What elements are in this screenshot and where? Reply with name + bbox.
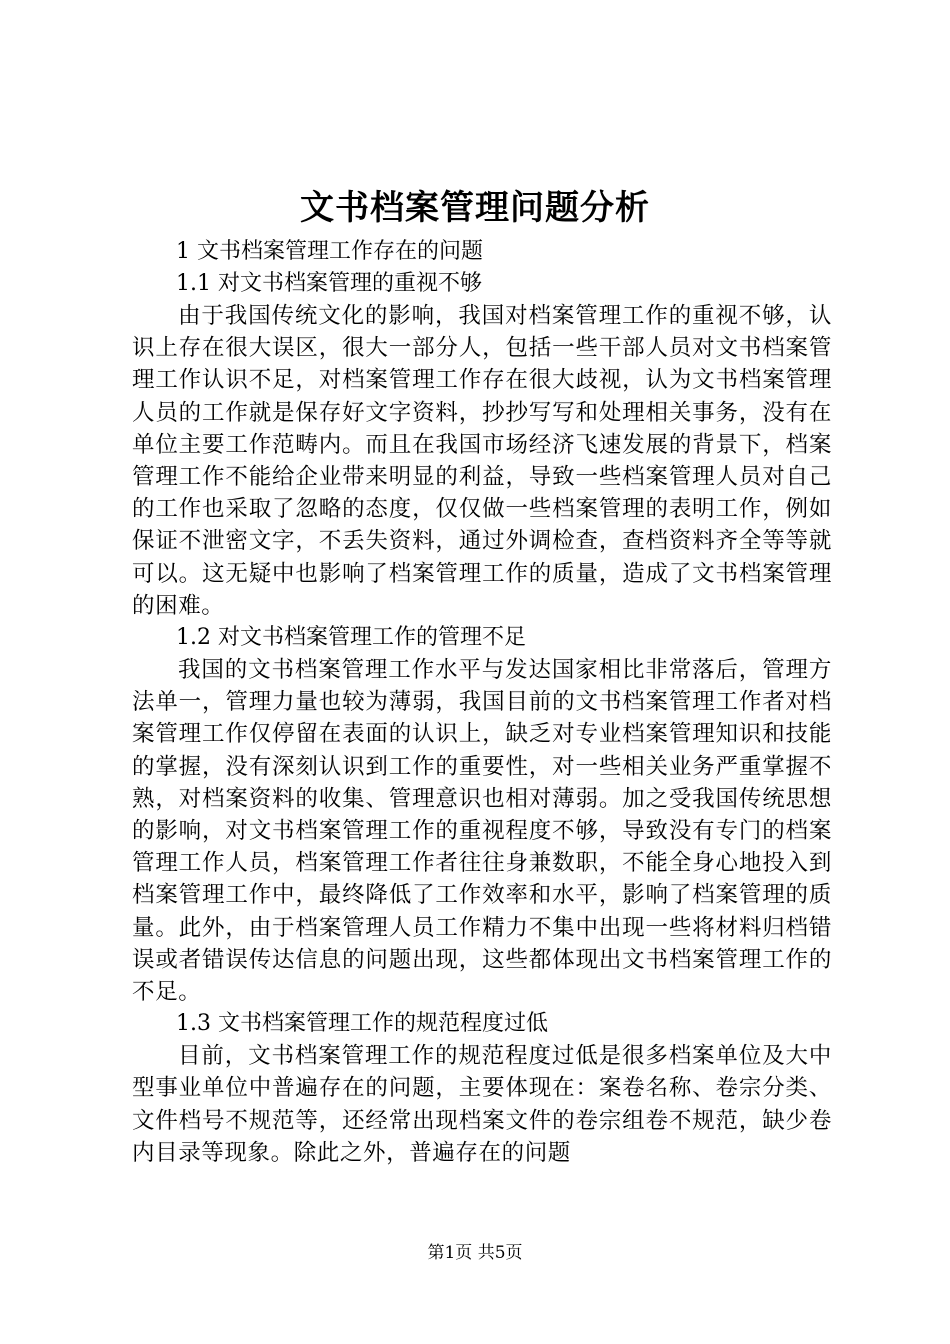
section-heading-1: 1 文书档案管理工作存在的问题 <box>176 239 483 264</box>
section-heading-1-3: 1.3 文书档案管理工作的规范程度过低 <box>176 1011 548 1037</box>
section-paragraph-1-3: 目前，文书档案管理工作的规范程度过低是很多档案单位及大中型事业单位中普遍存在的问题，主要体现在：案卷名称、卷宗分类、文件档号不规范等，还经常出现档案文件的卷宗组卷不规范，缺少卷内目录等现象。除此之外，普遍存在的问题 <box>132 1043 832 1166</box>
document-body <box>132 236 832 1169</box>
section-heading-1-2: 1.2 对文书档案管理工作的管理不足 <box>176 625 526 651</box>
page-footer: 第1页 共5页 <box>427 1243 523 1263</box>
section-paragraph-1-2: 我国的文书档案管理工作水平与发达国家相比非常落后，管理方法单一，管理力量也较为薄弱，我国目前的文书档案管理工作者对档案管理工作仅停留在表面的认识上，缺乏对专业档案管理知识和技能的掌握，没有深刻认识到工作的重要性，对一些相关业务严重掌握不熟，对档案资料的收集、管理意识也相对薄弱。加之受我国传统思想的影响，对文书档案管理工作的重视程度不够，导致没有专门的档案管理工作人员，档案管理工作者往往身兼数职，不能全身心地投入到档案管理工作中，最终降低了工作效率和水平，影响了档案管理的质量。此外，由于档案管理人员工作精力不集中出现一些将材料归档错误或者错误传达信息的问题出现，这些都体现出文书档案管理工作的不足。 <box>132 657 832 1006</box>
document-title: 文书档案管理问题分析 <box>300 188 650 228</box>
section-paragraph-1-1: 由于我国传统文化的影响，我国对档案管理工作的重视不够，认识上存在很大误区，很大一部分人，包括一些干部人员对文书档案管理工作认识不足，对档案管理工作存在很大歧视，认为文书档案管理人员的工作就是保存好文字资料，抄抄写写和处理相关事务，没有在单位主要工作范畴内。而且在我国市场经济飞速发展的背景下，档案管理工作不能给企业带来明显的利益，导致一些档案管理人员对自己的工作也采取了忽略的态度，仅仅做一些档案管理的表明工作，例如保证不泄密文字，不丢失资料，通过外调检查，查档资料齐全等等就可以。这无疑中也影响了档案管理工作的质量，造成了文书档案管理的困难。 <box>132 303 832 619</box>
section-heading-1-1: 1.1 对文书档案管理的重视不够 <box>176 271 482 296</box>
